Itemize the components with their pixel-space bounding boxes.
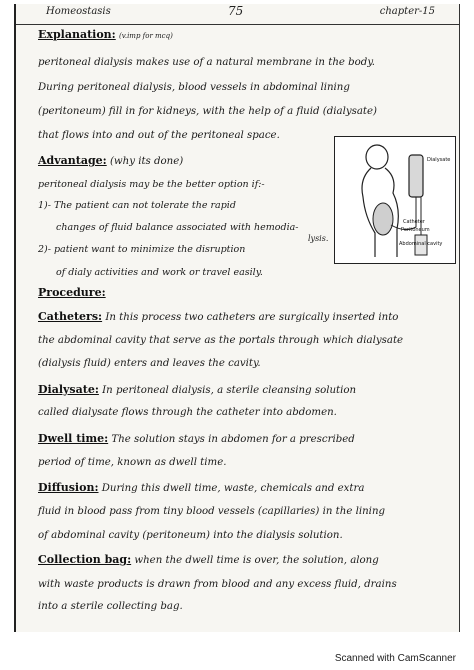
- peritoneal-dialysis-diagram: [334, 136, 456, 264]
- diagram-label-dialysate: Dialysate: [427, 157, 451, 163]
- dialysate-label: Dialysate:: [38, 383, 99, 396]
- dwell-time-label: Dwell time:: [38, 432, 109, 445]
- catheters-label: Catheters:: [38, 310, 103, 323]
- advantage-line: peritoneal dialysis may be the better option if:-: [38, 179, 265, 190]
- advantage-heading: Advantage:: [38, 154, 107, 167]
- advantage-note: (why its done): [109, 156, 184, 167]
- catheters-line: (dialysis fluid) enters and leaves the cavity.: [38, 358, 261, 369]
- explanation-line: peritoneal dialysis makes use of a natural membrane in the body.: [38, 57, 375, 68]
- collection-bag-line: [38, 553, 379, 567]
- page-number: 75: [228, 4, 244, 18]
- advantage-line: 1)- The patient can not tolerate the rapid: [38, 200, 236, 211]
- collection-bag-text: when the dwell time is over, the solution, along: [134, 555, 379, 566]
- advantage-line: changes of fluid balance associated with hemodia-: [56, 222, 299, 233]
- diagram-label-catheter: Catheter: [403, 219, 425, 225]
- procedure-heading-text: Procedure:: [38, 286, 106, 299]
- collection-bag-line: with waste products is drawn from blood and any excess fluid, drains: [38, 579, 397, 590]
- dialysate-text: In peritoneal dialysis, a sterile cleansing solution: [102, 385, 357, 396]
- advantage-heading-line: [38, 154, 183, 168]
- diffusion-label: Diffusion:: [38, 481, 99, 494]
- catheters-line: the abdominal cavity that serve as the portals through which dialysate: [38, 335, 404, 346]
- collection-bag-line: into a sterile collecting bag.: [38, 601, 183, 612]
- page-title: Homeostasis: [46, 6, 111, 17]
- procedure-heading: [38, 286, 106, 300]
- catheters-text: In this process two catheters are surgically inserted into: [105, 312, 399, 323]
- dwell-time-line: period of time, known as dwell time.: [38, 457, 227, 468]
- advantage-line: of dialy activities and work or travel easily.: [56, 267, 263, 278]
- dwell-time-line: [38, 432, 355, 446]
- advantage-line: 2)- patient want to minimize the disruption: [38, 244, 246, 255]
- body-figure-illustration: [335, 137, 455, 263]
- dwell-time-text: The solution stays in abdomen for a prescribed: [111, 434, 355, 445]
- dialysate-line: called dialysate flows through the catheter into abdomen.: [38, 407, 337, 418]
- diffusion-line: [38, 481, 364, 495]
- explanation-line: (peritoneum) fill in for kidneys, with the help of a fluid (dialysate): [38, 106, 377, 117]
- diagram-label-abdominal-cavity: Abdominal cavity: [399, 241, 443, 247]
- page-header: [16, 4, 459, 25]
- chapter-label: chapter-15: [379, 6, 435, 17]
- scanner-watermark: Scanned with CamScanner: [334, 653, 456, 664]
- diagram-label-peritoneum: Peritoneum: [401, 227, 430, 233]
- diffusion-line: of abdominal cavity (peritoneum) into the dialysis solution.: [38, 530, 343, 541]
- catheters-line: [38, 310, 398, 324]
- explanation-line: During peritoneal dialysis, blood vessels in abdominal lining: [38, 82, 350, 93]
- dialysate-line: [38, 383, 356, 397]
- collection-bag-label: Collection bag:: [38, 553, 132, 566]
- advantage-line: lysis.: [308, 234, 329, 243]
- diffusion-text: During this dwell time, waste, chemicals and extra: [101, 483, 365, 494]
- notebook-page: [14, 4, 460, 632]
- explanation-line: that flows into and out of the peritoneal space.: [38, 130, 280, 141]
- diffusion-line: fluid in blood pass from tiny blood vessels (capillaries) in the lining: [38, 506, 386, 517]
- explanation-heading-line: [38, 28, 173, 43]
- explanation-note: (v.imp for mcq): [118, 32, 173, 40]
- explanation-heading: Explanation:: [38, 28, 116, 41]
